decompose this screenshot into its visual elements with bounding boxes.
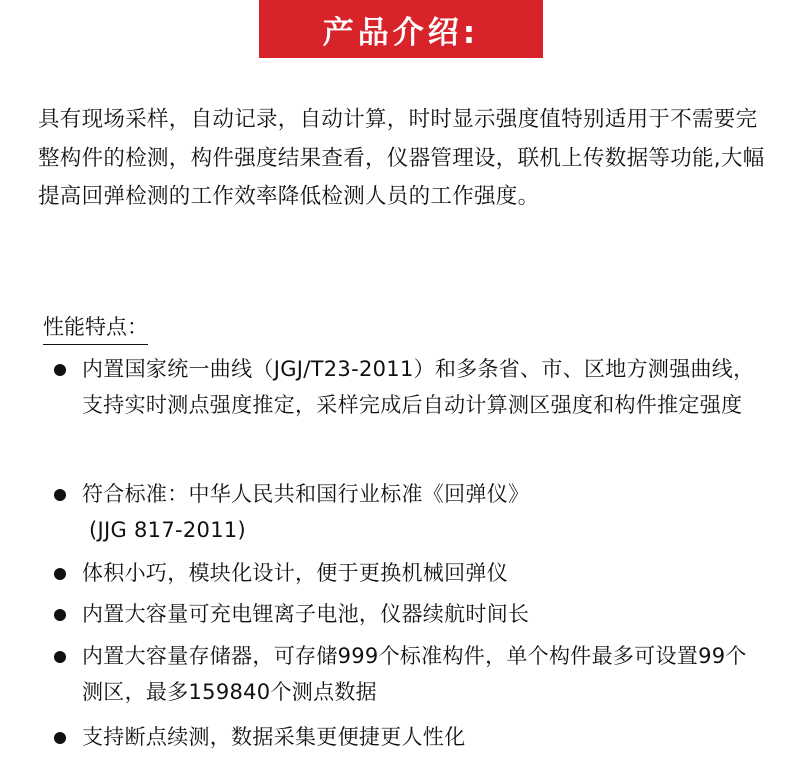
feature-text: 内置大容量可充电锂离子电池，仪器续航时间长 bbox=[82, 602, 530, 626]
feature-text: 支持断点续测，数据采集更便捷更人性化 bbox=[82, 725, 466, 749]
bullet-icon bbox=[54, 651, 66, 663]
feature-text: 内置国家统一曲线（JGJ/T23-2011）和多条省、市、区地方测强曲线，支持实时测点强度推定，采样完成后自动计算测区强度和构件推定强度 bbox=[82, 357, 755, 417]
feature-text: 体积小巧，模块化设计，便于更换机械回弹仪 bbox=[82, 561, 508, 585]
bullet-icon bbox=[54, 732, 66, 744]
intro-paragraph: 具有现场采样，自动记录，自动计算，时时显示强度值特别适用于不需要完整构件的检测，构件强度结果查看，仪器管理设，联机上传数据等功能,大幅提高回弹检测的工作效率降低检测人员的工作强度。 bbox=[38, 107, 765, 209]
bullet-icon bbox=[54, 364, 66, 376]
feature-text: 符合标准：中华人民共和国行业标准《回弹仪》 (JJG 817-2011) bbox=[82, 482, 530, 542]
feature-text: 内置大容量存储器，可存储999个标准构件，单个构件最多可设置99个测区，最多159840个测点数据 bbox=[82, 644, 747, 704]
banner-title: 产品介绍: bbox=[322, 14, 480, 51]
features-heading: 性能特点： bbox=[43, 312, 148, 345]
bullet-icon bbox=[54, 568, 66, 580]
bullet-icon bbox=[54, 489, 66, 501]
bullet-icon bbox=[54, 609, 66, 621]
